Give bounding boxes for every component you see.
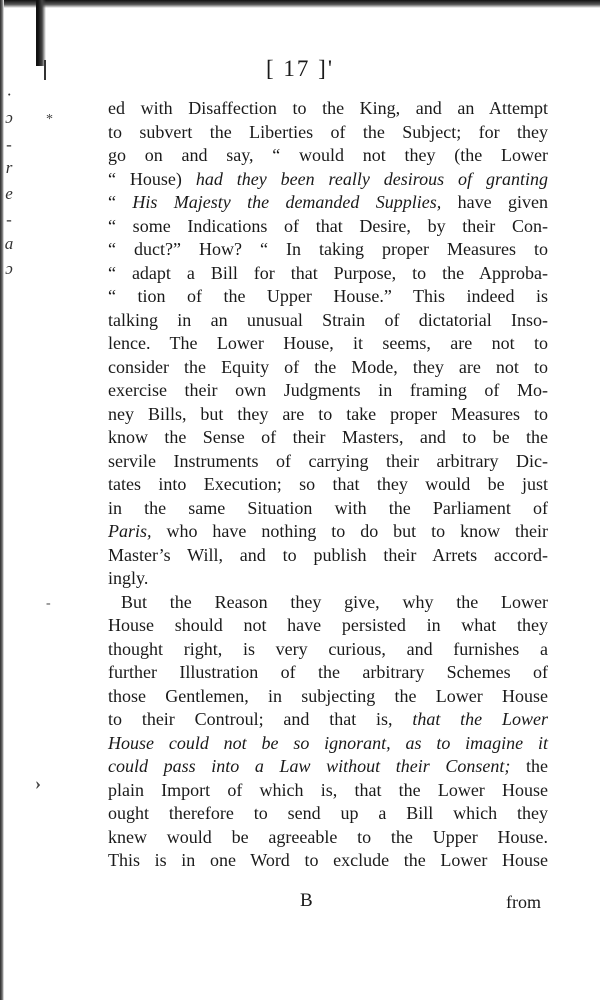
spine-char: e [5,184,13,203]
text-line: could pass into a Law without their Consent; the [108,756,548,776]
text-line: exercise their own Judgments in framing of Mo- [108,380,548,400]
text-line: talking in an unusual Strain of dictatorial Inso- [108,309,548,330]
spine-char: r [5,158,13,177]
text-line: ed with Disaffection to the King, and an Attempt [108,98,548,118]
italic-phrase: had they been really desirous of granting [195,168,548,189]
text-line: lence. The Lower House, it seems, are not to [108,333,548,353]
spine-char: a [4,234,14,253]
facing-page-margin [0,0,44,1000]
spine-char: ɔ [5,108,13,127]
text-line: in the same Situation with the Parliament of [108,497,548,518]
text-line: ought therefore to send up a Bill which they [108,803,548,823]
margin-dash: - [46,596,51,611]
text-line: to subvert the Liberties of the Subject; for they [108,121,548,142]
text-line: “ His Majesty the demanded Supplies, have given [108,192,548,212]
text-line: servile Instruments of carrying their arbitrary Dic- [108,450,548,471]
text-line: House should not have persisted in what they [108,615,548,635]
page-top-shadow [0,0,600,8]
margin-arrow: › [35,773,41,793]
spine-char: ɔ [5,259,13,278]
catchword: from [506,892,541,912]
italic-phrase: Paris, [108,521,152,541]
text-line: plain Import of which is, that the Lower House [108,779,548,800]
body-text [108,97,548,873]
text-line: But the Reason they give, why the Lower [121,591,548,612]
text-line: knew would be agreeable to the Upper House. [108,826,548,847]
margin-asterisk: * [46,112,53,127]
text-line: consider the Equity of the Mode, they are not to [108,356,548,377]
text-line: Paris, who have nothing to do but to know their [108,521,548,541]
text-line: further Illustration of the arbitrary Schemes of [108,662,548,682]
text-line: “ House) had they been really desirous of granting [108,168,548,189]
spine-char: - [6,135,12,154]
page-number-header: [ 17 ]' [266,56,334,81]
spine-char: - [6,210,12,229]
italic-phrase: could pass into a Law without their Consent; [108,756,511,776]
text-line: “ tion of the Upper House.” This indeed is [108,286,548,306]
text-line: Master’s Will, and to publish their Arrets accord- [108,544,548,565]
text-line: know the Sense of their Masters, and to be the [108,427,548,447]
text-line [108,732,548,756]
italic-phrase: that the Lower [412,709,548,729]
signature-mark: B [300,890,313,911]
text-line: This is in one Word to exclude the Lower House [108,850,548,870]
text-line: thought right, is very curious, and furnishes a [108,638,548,659]
text-line: ingly. [108,568,149,588]
text-line: to their Controul; and that is, that the Lower [108,709,548,729]
text-line: go on and say, “ would not they (the Lower [108,145,548,165]
text-line: tates into Execution; so that they would be just [108,474,548,494]
spine-char: · [6,85,12,104]
text-line: “ some Indications of that Desire, by their Con- [108,215,548,236]
italic-phrase: His Majesty the demanded Supplies, [132,192,442,212]
text-line: ney Bills, but they are to take proper Measures to [108,403,548,424]
text-line: “ adapt a Bill for that Purpose, to the Approba- [108,262,548,283]
text-line: those Gentlemen, in subjecting the Lower House [108,685,548,706]
text-line: “ duct?” How? “ In taking proper Measures to [108,239,548,259]
italic-phrase: House could not be so ignorant, as to imagine it [108,732,548,753]
